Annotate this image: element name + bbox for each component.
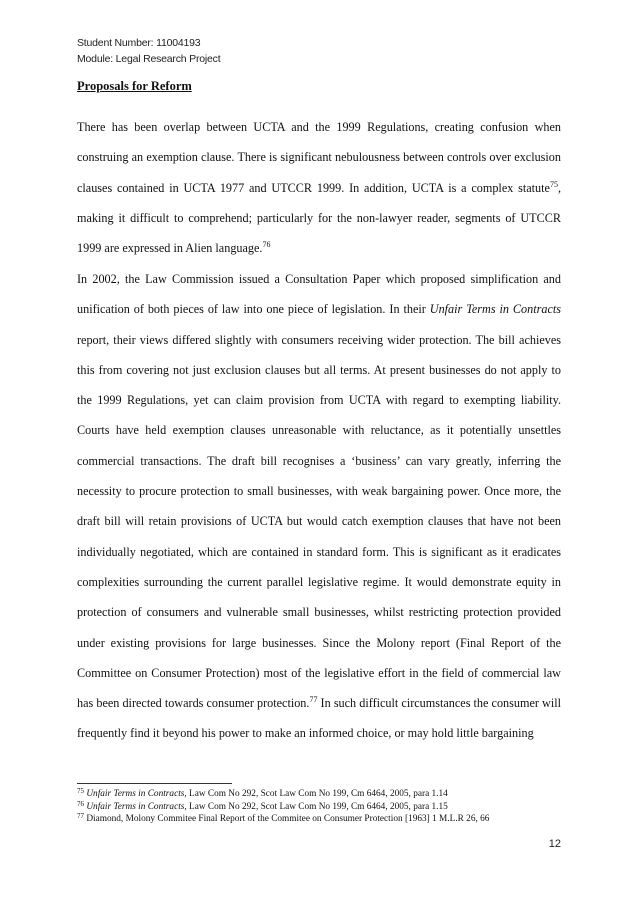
footnote-ref-77[interactable]: 77 bbox=[309, 695, 318, 705]
paragraph-2-text-a: In 2002, the Law Commission issued a Consultation Paper which proposed simplification and unification of both pieces of law into one piece of legislation. In their bbox=[77, 272, 561, 317]
paragraph-2 bbox=[77, 264, 561, 749]
page-number: 12 bbox=[548, 838, 561, 850]
footnote-italic: Unfair Terms in Contracts, bbox=[86, 789, 187, 799]
paragraph-1-text-a: There has been overlap between UCTA and the 1999 Regulations, creating confusion when construing an exemption clause. There is significant nebulousness between controls over exclusion clauses contained in UCTA 1977 and UTCCR 1999. In addition, UCTA is a complex statute bbox=[77, 120, 561, 195]
footnote-item bbox=[77, 801, 561, 814]
footnote-text: Diamond, Molony Commitee Final Report of the Commitee on Consumer Protection [1963] 1 M.L.R 26, 66 bbox=[84, 814, 490, 825]
paragraph-1 bbox=[77, 112, 561, 263]
section-heading: Proposals for Reform bbox=[77, 79, 192, 93]
footnote-ref-76[interactable]: 76 bbox=[262, 240, 271, 250]
footnote-number: 76 bbox=[77, 799, 84, 808]
paragraph-2-text-b: report, their views differed slightly with consumers receiving wider protection. The bill achieves this from covering not just exclusion clauses but all terms. At present businesses do not apply to the 1999 Regulations, yet can claim provision from UCTA with regard to exempting liability. Courts have held exemption clauses unreasonable with reluctance, as it potentially unsettles commercial transactions. The draft bill recognises a ‘business’ can vary greatly, inferring the necessity to procure protection to small businesses, with weak bargaining power. Once more, the draft bill will retain provisions of UCTA but would catch exemption clauses that have not been individually negotiated, which are contained in standard form. This is significant as it eradicates complexities surrounding the current parallel legislative regime. It would demonstrate equity in protection of consumers and vulnerable small businesses, whilst restricting protection provided under existing provisions for large businesses. Since the Molony report (Final Report of the Committee on Consumer Protection) most of the legislative effort in the field of commercial law has been directed towards consumer protection. bbox=[77, 332, 561, 711]
footnote-text: Law Com No 292, Scot Law Com No 199, Cm 6464, 2005, para 1.15 bbox=[186, 801, 448, 812]
footnote-separator bbox=[77, 783, 232, 784]
footnote-number: 77 bbox=[77, 812, 84, 821]
footnote-item bbox=[77, 788, 561, 801]
paragraph-2-text-c: In such difficult circumstances the consumer will frequently find it beyond his power to make an informed choice, or may hold little bargaining bbox=[77, 696, 561, 741]
header-module: Module: Legal Research Project bbox=[77, 53, 221, 65]
footnote-number: 75 bbox=[77, 787, 84, 795]
footnote-item bbox=[77, 813, 561, 826]
footnote-text: Law Com No 292, Scot Law Com No 199, Cm 6464, 2005, para 1.14 bbox=[186, 789, 448, 799]
footnote-italic: Unfair Terms in Contracts, bbox=[86, 801, 187, 812]
footnote-ref-75[interactable]: 75 bbox=[549, 179, 558, 189]
footnotes bbox=[77, 788, 561, 826]
header-student-number: Student Number: 11004193 bbox=[77, 37, 201, 49]
paragraph-1-text-b: , making it difficult to comprehend; particularly for the non-lawyer reader, segments of UTCCR 1999 are expressed in Alien language. bbox=[77, 180, 561, 256]
report-title-italic: Unfair Terms in Contracts bbox=[429, 302, 562, 317]
